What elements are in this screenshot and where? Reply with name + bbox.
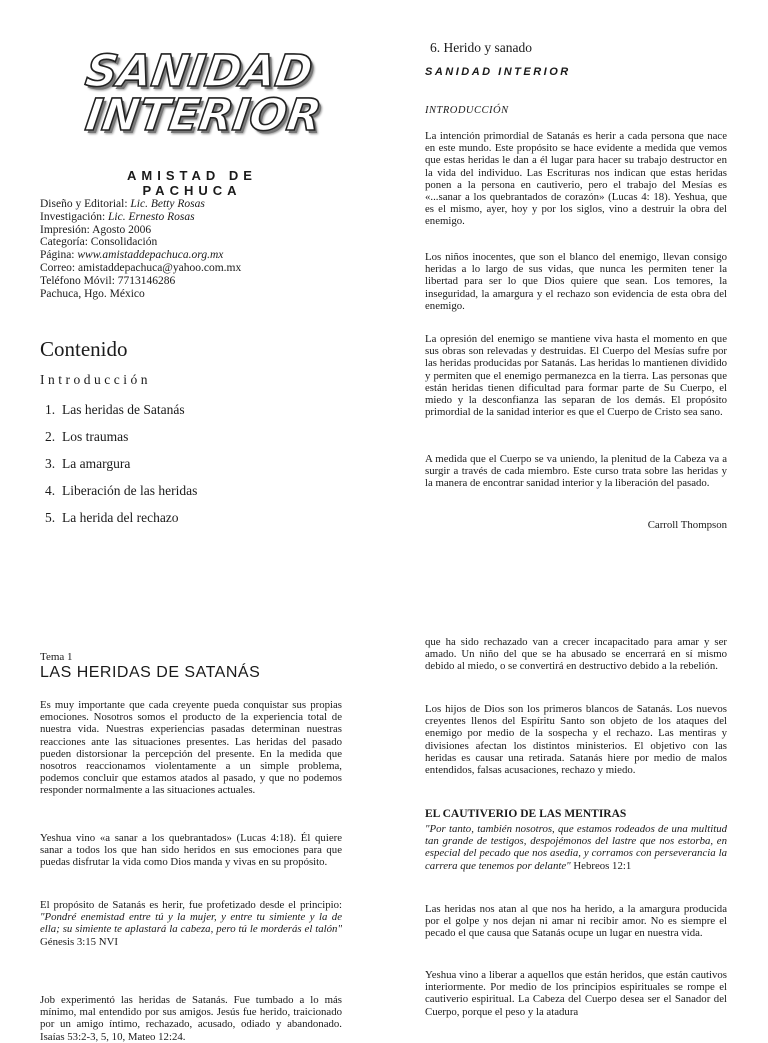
toc-item-number: 2.	[45, 429, 56, 444]
lesson-title: LAS HERIDAS DE SATANÁS	[40, 664, 261, 681]
credit-line	[40, 198, 320, 211]
introduction-heading: INTRODUCCIÓN	[425, 105, 509, 116]
credit-label: Diseño y Editorial:	[40, 198, 131, 210]
lesson-paragraph: Es muy importante que cada creyente pueda conquistar sus propias emociones. Nosotros somos el producto de la experiencia total de nuestra vida. Nuestras experiencias pasadas determinan nuestras reacciones ante las situaciones presentes. Las heridas del pasado pueden distorsionar la percepción del presente. En la medida que nosotros reaccionamos violentamente a un simple problema, podemos concluir que estamos atados al pasado, y que no podemos responder normalmente a las situaciones actuales.	[40, 699, 342, 797]
lesson-paragraph: Las heridas nos atan al que nos ha herido, a la amargura producida por el golpe y nos dejan ni amar ni recibir amor. No es siempre el pecado el que causa que Satanás ocupe un lugar en nuestra vida.	[425, 903, 727, 940]
toc-item-number: 4.	[45, 483, 56, 498]
credit-label: Correo: amistaddepachuca@yahoo.com.mx	[40, 261, 242, 274]
contents-intro-link: Introducción	[40, 372, 151, 387]
lesson-number: Tema 1	[40, 651, 73, 663]
logo-line-2: INTERIOR	[82, 90, 325, 141]
paragraph-text: El propósito de Satanás es herir, fue profetizado desde el principio:	[40, 899, 342, 911]
toc-item-label: Las heridas de Satanás	[62, 402, 185, 417]
intro-paragraph: La opresión del enemigo se mantiene viva hasta el momento en que sus obras son relevadas y destruidas. El Cuerpo del Mesías sufre por las heridas producidas por Satanás. Las heridas lo mantienen dividido y permiten que el enemigo permanezca en la tierra. Las personas que están heridas tienen dificultad para formar parte de Su Cuerpo, el miedo y la desconfianza las separan de los demás. El propósito primordial de la sanidad interior es que el Cuerpo de Cristo sea sano.	[425, 333, 727, 419]
toc-item-label: La herida del rechazo	[62, 510, 179, 525]
credit-line	[40, 224, 320, 237]
intro-paragraph: La intención primordial de Satanás es herir a cada persona que nace en este mundo. Este propósito se hace evidente a medida que vemos que estas heridas le dan a él lugar para hacer su trabajo destructor en la vida del individuo. Las Escrituras nos indican que estas heridas ponen a la persona en cautiverio, pero el trabajo del Mesías es «...sanar a los quebrantados de corazón» (Lucas 4: 18). Yeshua, que es el mismo, ayer, hoy y por los siglos, vino a destruir la obra del enemigo.	[425, 130, 727, 228]
contents-title: Contenido	[40, 337, 128, 361]
credit-label: Categoría: Consolidación	[40, 236, 158, 249]
toc-item-6: 6. Herido y sanado	[430, 40, 532, 55]
toc-item	[45, 508, 345, 535]
table-of-contents	[45, 400, 345, 535]
toc-item-label: Los traumas	[62, 429, 129, 444]
lesson-paragraph: que ha sido rechazado van a crecer incapacitado para amar y ser amado. Un niño del que se ha abusado se encerrará en sí mismo debido al miedo, o se convertirá en destructivo debido a la rebelión.	[425, 636, 727, 673]
scripture-quote: "Por tanto, también nosotros, que estamos rodeados de una multitud tan grande de testigos, despojémonos del lastre que nos estorba, en especial del pecado que nos asedia, y corramos con perseverancia la carrera que tenemos por delante"	[425, 823, 727, 872]
credit-label: Teléfono Móvil: 7713146286	[40, 274, 176, 287]
lesson-paragraph: Yeshua vino «a sanar a los quebrantados» (Lucas 4:18). Él quiere sanar a todos los que han sido heridos en sus emociones para que puedas disfrutar la vida como Dios manda y vivas en su propósito.	[40, 832, 342, 869]
credit-line	[40, 275, 320, 288]
lesson-paragraph	[40, 899, 342, 948]
organization-name: AMISTAD DE PACHUCA	[127, 168, 257, 198]
toc-item	[45, 481, 345, 508]
toc-item-label: Liberación de las heridas	[62, 483, 198, 498]
credit-line	[40, 236, 320, 249]
toc-item-number: 5.	[45, 510, 56, 525]
scripture-reference: Hebreos 12:1	[570, 859, 632, 872]
credit-line	[40, 211, 320, 224]
toc-item	[45, 400, 345, 427]
credits-block	[40, 198, 320, 300]
logo	[82, 46, 325, 141]
credit-label: Investigación:	[40, 210, 109, 223]
scripture-paragraph	[425, 823, 727, 872]
credit-value: Lic. Ernesto Rosas	[108, 210, 195, 223]
lesson-paragraph: Job experimentó las heridas de Satanás. Fue tumbado a lo más mínimo, mal entendido por sus amigos. Jesús fue herido, traicionado por un amigo íntimo, rechazado, acusado, odiado y abandonado. Isaías 53:2-3, 5, 10, Mateo 12:24.	[40, 994, 342, 1043]
credit-line	[40, 262, 320, 275]
credit-label: Impresión: Agosto 2006	[40, 223, 152, 236]
credit-value: Lic. Betty Rosas	[130, 198, 205, 210]
credit-value: www.amistaddepachuca.org.mx	[77, 249, 224, 262]
credit-line	[40, 288, 320, 301]
intro-paragraph: A medida que el Cuerpo se va uniendo, la plenitud de la Cabeza va a surgir a través de cada miembro. Este curso trata sobre las heridas y la manera de encontrar sanidad interior y la liberación del pasado.	[425, 453, 727, 490]
toc-item-number: 3.	[45, 456, 56, 471]
toc-item-label: La amargura	[62, 456, 131, 471]
toc-item	[45, 454, 345, 481]
scripture-quote: "Pondré enemistad entre tú y la mujer, y entre tu simiente y la de ella; su simiente te aplastará la cabeza, pero tú le morderás el talón"	[40, 911, 342, 936]
toc-item-number: 1.	[45, 402, 56, 417]
scripture-reference: Génesis 3:15 NVI	[40, 935, 118, 948]
toc-item	[45, 427, 345, 454]
credit-line	[40, 249, 320, 262]
intro-paragraph: Los niños inocentes, que son el blanco del enemigo, llevan consigo heridas a lo largo de sus vidas, que nunca les permiten tener la libertad para ser lo que Dios quiere que sean. Los temores, la inseguridad, la amargura y el rechazo son evidencia de esta obra del enemigo.	[425, 251, 727, 312]
author-signature: Carroll Thompson	[647, 519, 727, 531]
logo-line-1: SANIDAD	[82, 46, 316, 97]
lesson-paragraph: Yeshua vino a liberar a aquellos que están heridos, que están cautivos interiormente. Por medio de los principios espirituales se rompe el cautiverio espiritual. La Cabeza del Cuerpo desea ser el Sanador del Cuerpo, porque el peso y la atadura	[425, 969, 727, 1018]
lesson-paragraph: Los hijos de Dios son los primeros blancos de Satanás. Los nuevos creyentes llenos del Espíritu Santo son objeto de los ataques del enemigo por medio de la sospecha y el rechazo. Las mentiras y divisiones afectan los distintos ministerios. El objetivo con las heridas es causar una retirada. Satanás hiere por medio de malos entendidos, falsas acusaciones, rechazo y miedo.	[425, 703, 727, 777]
section-heading: EL CAUTIVERIO DE LAS MENTIRAS	[425, 808, 627, 820]
credit-label: Pachuca, Hgo. México	[40, 287, 145, 300]
credit-label: Página:	[40, 249, 78, 262]
running-title: SANIDAD INTERIOR	[425, 66, 571, 78]
